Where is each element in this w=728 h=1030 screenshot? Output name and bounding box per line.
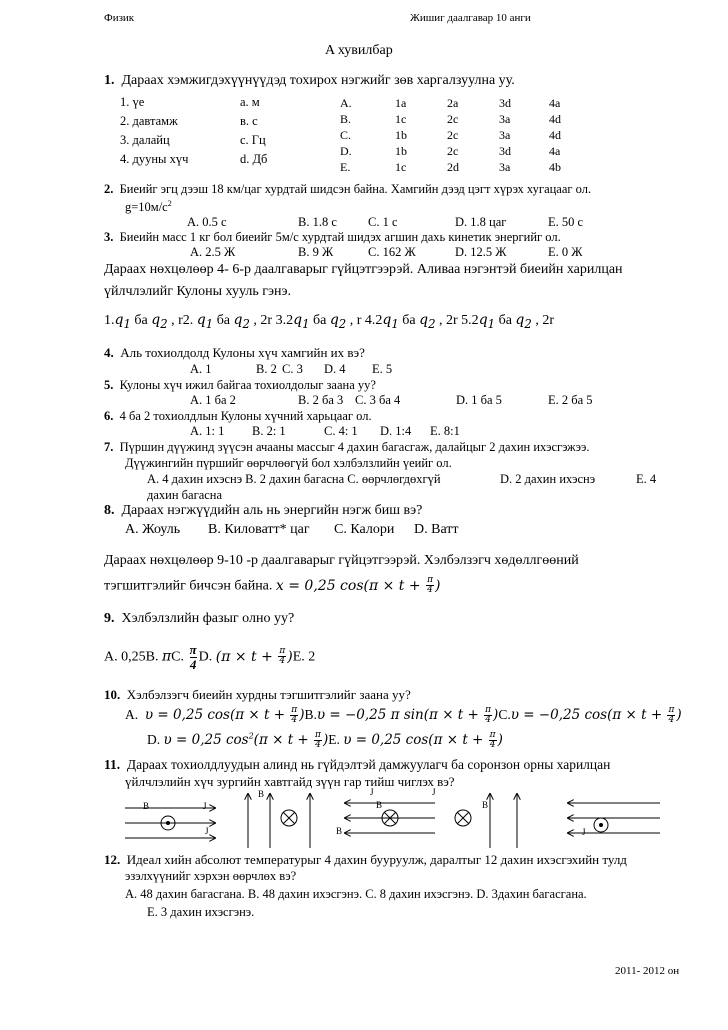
question-11-text: Дараах тохиолдлуудын алинд нь гүйдэлтэй дамжуулагч ба соронзон орны харилцан	[126, 757, 611, 772]
question-8	[104, 503, 422, 519]
charge-symbol: q	[196, 312, 206, 328]
pi-over-4	[426, 576, 434, 595]
charges-text: ба	[130, 313, 152, 328]
expr: υ = −0,25 cos(π × t +	[510, 707, 667, 723]
q1-left-item: 3. далайц	[120, 133, 170, 147]
q1-right-column	[240, 93, 267, 169]
charge-q1	[196, 312, 214, 331]
q6-option-d: D. 1:4	[380, 424, 412, 438]
frac-num: π	[668, 705, 675, 715]
charge-q1	[114, 312, 131, 331]
label-b: B	[258, 789, 265, 799]
q1-answer-row	[340, 143, 561, 159]
q10-option-c-label: C.	[498, 707, 511, 722]
question-3-text: Биеийн масс 1 кг бол биеийг 5м/с хурдтай шидэх агшин дахь кинетик энергийг ол.	[119, 230, 561, 244]
q4-option-a: A. 1	[190, 362, 212, 376]
frac-num: π	[489, 730, 496, 740]
q10-option-d-label: D.	[147, 732, 161, 747]
q9-option-d-label: D.	[198, 649, 216, 665]
footer-year: 2011- 2012 он	[615, 965, 680, 977]
q1-answer-table	[340, 95, 561, 175]
frac-num: π	[189, 642, 197, 657]
q1-cell: 3d	[499, 143, 511, 158]
q1-right-item: d. Дб	[240, 152, 268, 166]
charge-symbol: q	[478, 312, 488, 328]
question-12-number: 12.	[104, 852, 121, 867]
charge-sub: 1	[205, 316, 214, 331]
q5-option-c: C. 3 ба 4	[355, 393, 401, 407]
header-task: Жишиг даалгавар 10 анги	[410, 12, 531, 24]
charge-sub: 2	[524, 316, 532, 331]
q1-answer-row	[340, 127, 561, 143]
q1-cell: 3a	[499, 159, 511, 174]
frac-num: π	[279, 646, 286, 657]
charges-text: ба	[398, 313, 420, 328]
frac-den: 4	[315, 740, 321, 750]
q1-cell: 2c	[447, 111, 459, 126]
charge-q2	[151, 312, 168, 331]
q1-cell: 4d	[549, 127, 561, 142]
q7-option-e: E. 4	[636, 472, 657, 486]
q9-options	[104, 643, 315, 672]
label-j: J	[432, 787, 436, 797]
question-3-number: 3.	[104, 230, 114, 244]
frac-den: 4	[189, 657, 197, 672]
charge-q1	[293, 312, 310, 331]
q8-option-b: B. Киловатт* цаг	[208, 522, 310, 537]
q8-option-c: C. Калори	[334, 522, 395, 537]
frac-den: 4	[427, 585, 433, 595]
question-11-line-2: үйлчлэлийн хүч зургийн хавтгайд зүүн гар тийш чиглэх вэ?	[125, 774, 455, 789]
charge-q1	[478, 312, 496, 331]
question-12-text: Идеал хийн абсолют температурыг 4 дахин бууруулж, даралтыг 12 дахин ихэсгэхийн тулд	[126, 852, 627, 867]
q10-option-c	[511, 707, 682, 723]
q1-answer-row	[340, 111, 561, 127]
pi-over-4	[667, 706, 675, 725]
q1-right-item: c. Гц	[240, 133, 266, 147]
frac-num: π	[291, 705, 298, 715]
question-5-text: Кулоны хүч ижил байгаа тохиолдолыг заана уу?	[119, 378, 376, 392]
label-b: B	[336, 826, 343, 836]
diagram-1	[125, 808, 215, 838]
expr: )	[299, 707, 305, 723]
label-j: J	[370, 787, 374, 797]
frac-den: 4	[489, 740, 496, 750]
question-3	[104, 230, 561, 245]
question-1	[104, 73, 515, 89]
equation-text: )	[434, 577, 441, 594]
question-2-number: 2.	[104, 182, 114, 196]
question-6	[104, 409, 372, 424]
q10-option-a	[145, 707, 305, 723]
q4-option-e: E. 5	[372, 362, 393, 376]
q10-option-b-label: B.	[304, 707, 317, 722]
q1-cell: 1b	[395, 143, 407, 158]
q6-option-a: A. 1: 1	[190, 424, 225, 438]
expr-exp: 2	[248, 731, 254, 741]
q9-option-b: π	[161, 648, 172, 665]
q1-left-item: 4. дууны хүч	[120, 152, 189, 166]
question-7-number: 7.	[104, 440, 114, 454]
intro-4-6-line-2: үйлчлэлийг Кулоны хууль гэнэ.	[104, 284, 292, 299]
charge-q2	[233, 312, 250, 331]
q7-option-e-cont: дахин багасна	[147, 488, 223, 502]
question-5	[104, 378, 376, 393]
charges-text: , r 4.2	[346, 313, 383, 328]
q3-option-e: E. 0 Ж	[548, 245, 583, 259]
question-12-line-2: эзэлхүүнийг хэрхэн өөрчлөх вэ?	[125, 869, 297, 883]
q2-option-c: C. 1 с	[368, 215, 398, 229]
q1-cell: 1b	[395, 127, 407, 142]
pi-over-4	[278, 647, 286, 666]
question-2-text: Биеийг эгц дээш 18 км/цаг хурдтай шидсэн байна. Хамгийн дээд цэгт хүрэх хугацааг ол.	[119, 182, 592, 196]
q5-option-e: E. 2 ба 5	[548, 393, 593, 407]
q1-cell: 4a	[549, 143, 561, 158]
charge-symbol: q	[419, 312, 429, 328]
question-4-number: 4.	[104, 345, 114, 360]
charge-sub: 2	[338, 316, 347, 331]
q1-cell: D.	[340, 143, 352, 158]
label-j: J	[582, 827, 586, 837]
q1-left-column	[120, 93, 188, 169]
question-11	[104, 757, 610, 773]
charges-text: 1.	[104, 313, 115, 328]
charges-text: , 2r	[531, 313, 554, 328]
q1-cell: 3a	[499, 127, 511, 142]
diagram-3	[345, 803, 435, 833]
charge-symbol: q	[382, 312, 392, 328]
pi-over-4	[290, 706, 298, 725]
q1-left-item: 1. үе	[120, 95, 145, 109]
question-1-number: 1.	[104, 73, 115, 88]
q1-cell: 1c	[395, 111, 407, 126]
question-10	[104, 687, 411, 703]
header-subject: Физик	[104, 12, 135, 24]
charge-sub: 2	[428, 316, 436, 331]
equation-text: x = 0,25 cos(π × t +	[275, 577, 426, 594]
charge-sub: 1	[123, 316, 131, 331]
label-b: B	[376, 800, 383, 810]
q1-cell: 4d	[549, 111, 561, 126]
question-9-number: 9.	[104, 611, 115, 626]
question-12	[104, 852, 627, 868]
frac-num: π	[485, 705, 492, 715]
charge-symbol: q	[293, 312, 303, 328]
q10-option-e-label: E.	[328, 732, 340, 747]
charge-q2	[329, 312, 347, 331]
q9-option-e: E. 2	[292, 649, 316, 665]
frac-den: 4	[291, 715, 298, 725]
q4-option-c: C. 3	[282, 362, 303, 376]
current-dot	[600, 824, 603, 827]
question-7-text: Пүршин дүүжинд зүүсэн ачааны массыг 4 дахин багасгаж, далайцыг 2 дахин ихэсгэжээ.	[119, 440, 590, 454]
question-7-line-2: Дүүжингийн пүршийг өөрчлөөгүй бол хэлбэлзлийн үеийг ол.	[125, 456, 452, 470]
charge-q1	[382, 312, 399, 331]
q10-options-abc	[125, 706, 682, 725]
intro-9-10-line-1: Дараах нөхцөлөөр 9-10 -р даалгаварыг гүйцэтгээрэй. Хэлбэлзэгч хөдөллгөөний	[104, 553, 579, 568]
intro-9-10-text: тэгшитгэлийг бичсэн байна.	[104, 578, 273, 594]
question-6-text: 4 ба 2 тохиолдлын Кулоны хүчний харьцааг ол.	[119, 409, 372, 423]
frac-den: 4	[279, 656, 286, 667]
charge-symbol: q	[114, 312, 124, 328]
question-4-text: Аль тохиолдолд Кулоны хүч хамгийн их вэ?	[120, 345, 365, 360]
charge-sub: 1	[391, 316, 399, 331]
charge-symbol: q	[329, 312, 339, 328]
question-10-text: Хэлбэлзэгч биеийн хурдны тэгшитгэлийг заана уу?	[126, 687, 411, 702]
q1-cell: 2a	[447, 95, 459, 110]
q1-cell: 1c	[395, 159, 407, 174]
charges-text: , r2.	[167, 313, 197, 328]
q10-option-b	[317, 707, 498, 723]
label-b: B	[143, 801, 150, 811]
charges-text: , 2r 3.2	[249, 313, 294, 328]
question-9	[104, 611, 294, 627]
pi-over-4	[314, 731, 322, 750]
q1-right-item: a. м	[240, 95, 260, 109]
charge-symbol: q	[233, 312, 243, 328]
frac-num: π	[315, 730, 321, 740]
q1-answer-row	[340, 159, 561, 175]
expr: υ = 0,25 cos(π × t +	[144, 707, 290, 723]
frac-num: π	[427, 575, 433, 585]
q3-option-c: C. 162 Ж	[368, 245, 416, 259]
q8-option-d: D. Ватт	[414, 522, 459, 537]
q10-option-d	[164, 732, 329, 748]
q9-option-b-label: B.	[145, 649, 162, 665]
q2-option-d: D. 1.8 цаг	[455, 215, 507, 229]
question-2	[104, 182, 591, 197]
question-9-text: Хэлбэлзлийн фазыг олно уу?	[121, 611, 295, 626]
charge-sub: 2	[160, 316, 168, 331]
q4-option-b: B. 2	[256, 362, 277, 376]
q1-cell: 3a	[499, 111, 511, 126]
expr: υ = 0,25 cos(π × t +	[343, 732, 488, 748]
expr: υ = 0,25 cos	[163, 732, 249, 748]
question-11-number: 11.	[104, 757, 121, 772]
charge-sub: 1	[487, 316, 496, 331]
charge-q2	[515, 312, 532, 331]
q2-option-b: B. 1.8 с	[298, 215, 337, 229]
pi-over-4	[484, 706, 492, 725]
charge-symbol: q	[515, 312, 525, 328]
q11-diagrams	[0, 790, 728, 850]
q1-cell: 2d	[447, 159, 459, 174]
q6-option-c: C. 4: 1	[324, 424, 358, 438]
charge-sub: 2	[242, 316, 250, 331]
q12-option-e: E. 3 дахин ихэсгэнэ.	[147, 905, 255, 919]
expr: (π × t +	[215, 648, 278, 665]
intro-9-10-line-2	[104, 576, 440, 595]
q10-options-de	[147, 731, 503, 750]
expr: (π × t +	[253, 732, 314, 748]
q1-cell: A.	[340, 95, 352, 110]
q8-option-a: A. Жоуль	[125, 522, 181, 537]
q2-option-a: A. 0.5 с	[187, 215, 227, 229]
question-8-text: Дараах нэгжүүдийн аль нь энергийн нэгж биш вэ?	[121, 503, 423, 518]
label-b: B	[482, 800, 489, 810]
q1-left-item: 2. давтамж	[120, 114, 178, 128]
q6-option-e: E. 8:1	[430, 424, 460, 438]
charge-sub: 1	[302, 316, 310, 331]
current-dot	[167, 822, 170, 825]
frac-den: 4	[668, 715, 675, 725]
q1-cell: 2c	[447, 127, 459, 142]
expr: )	[676, 707, 682, 723]
expr: )	[497, 732, 503, 748]
q10-option-e	[343, 732, 503, 748]
expr: )	[322, 732, 329, 748]
q1-right-item: в. с	[240, 114, 258, 128]
question-10-number: 10.	[104, 687, 121, 702]
q5-option-b: B. 2 ба 3	[298, 393, 344, 407]
q9-option-c	[190, 643, 197, 672]
q2-gravity-text: g=10м/с	[125, 200, 168, 215]
q3-option-b: B. 9 Ж	[298, 245, 334, 259]
q1-cell: B.	[340, 111, 352, 126]
q2-option-e: E. 50 с	[548, 215, 584, 229]
label-j: J	[203, 801, 207, 811]
frac-den: 4	[485, 715, 491, 725]
question-5-number: 5.	[104, 378, 114, 392]
oscillation-equation	[275, 575, 441, 595]
question-8-number: 8.	[104, 503, 115, 518]
charges-line	[104, 312, 554, 331]
q2-gravity-exp: 2	[167, 199, 172, 208]
q9-option-d	[215, 646, 293, 667]
expr: )	[493, 707, 499, 723]
charges-text: ба	[213, 313, 234, 328]
q6-option-b: B. 2: 1	[252, 424, 286, 438]
q9-option-c-label: C.	[171, 649, 188, 665]
q10-option-a-label: A.	[125, 707, 139, 722]
q2-gravity	[125, 199, 172, 215]
q1-cell: C.	[340, 127, 352, 142]
expr: υ = −0,25 π sin(π × t +	[316, 707, 484, 723]
page-title: A хувилбар	[325, 43, 393, 58]
q5-option-d: D. 1 ба 5	[456, 393, 502, 407]
question-4	[104, 345, 365, 361]
diagram-2	[248, 794, 310, 848]
q5-option-a: A. 1 ба 2	[190, 393, 236, 407]
q7-options-abc: A. 4 дахин ихэснэ B. 2 дахин багасна C. өөрчлөгдөхгүй	[147, 472, 441, 486]
intro-4-6-line-1: Дараах нөхцөлөөр 4- 6-р даалгаварыг гүйцэтгээрэй. Аливаа нэгэнтэй биеийн харилцан	[104, 262, 623, 277]
question-1-text: Дараах хэмжигдэхүүнүүдэд тохирох нэгжийг зөв харгалзуулна уу.	[121, 73, 515, 88]
pi-over-4	[489, 731, 497, 750]
q1-cell: 4b	[549, 159, 561, 174]
q4-option-d: D. 4	[324, 362, 346, 376]
charges-text: , 2r 5.2	[435, 313, 479, 328]
charge-q2	[419, 312, 436, 331]
q12-options: A. 48 дахин багасгана. B. 48 дахин ихэсгэнэ. C. 8 дахин ихэсгэнэ. D. 3дахин багасгана.	[125, 887, 587, 901]
label-j: J	[205, 826, 209, 836]
q1-cell: 3d	[499, 95, 511, 110]
question-7	[104, 440, 590, 455]
q3-option-d: D. 12.5 Ж	[455, 245, 507, 259]
q1-cell: 1a	[395, 95, 407, 110]
charge-symbol: q	[151, 312, 161, 328]
q1-answer-row	[340, 95, 561, 111]
expr: )	[287, 648, 293, 665]
q7-option-d: D. 2 дахин ихэснэ	[500, 472, 596, 486]
charges-text: ба	[495, 313, 516, 328]
question-6-number: 6.	[104, 409, 114, 423]
q3-option-a: A. 2.5 Ж	[190, 245, 236, 259]
q1-cell: 2c	[447, 143, 459, 158]
charges-text: ба	[309, 313, 330, 328]
q9-option-a: A. 0,25	[104, 649, 146, 665]
q1-cell: 4a	[549, 95, 561, 110]
q1-cell: E.	[340, 159, 351, 174]
